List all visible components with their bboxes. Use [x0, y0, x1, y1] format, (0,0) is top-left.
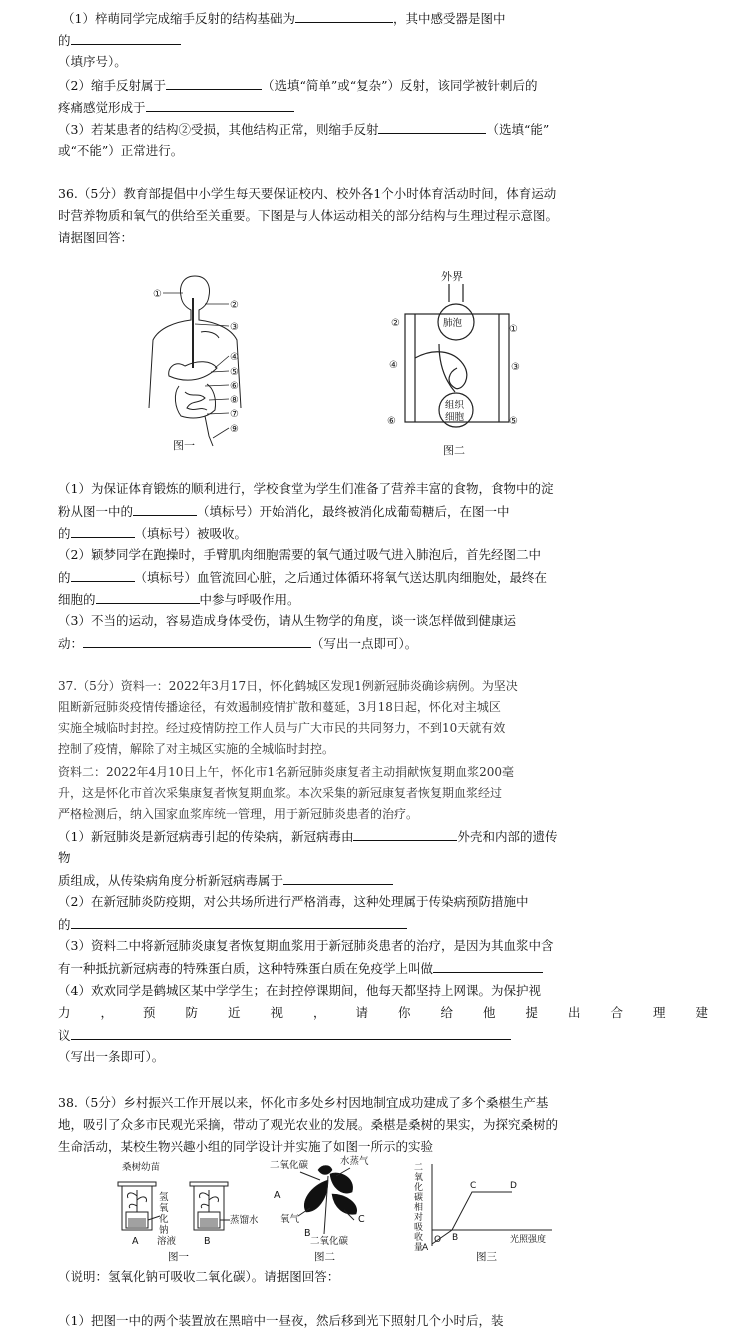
- q37-material-7: 严格检测后，纳入国家血浆库统一管理，用于新冠肺炎患者的治疗。: [58, 807, 419, 821]
- q36-answer-7: （3）不当的运动，容易造成身体受伤，请从生物学的角度，谈一谈怎样做到健康运: [58, 613, 516, 628]
- q36-answer-2: 粉从图一中的 （填标号）开始消化，最终被消化成葡萄糖后，在图一中: [58, 504, 510, 519]
- y-axis-label: 吸: [414, 1223, 424, 1233]
- answer-blank[interactable]: [378, 121, 486, 134]
- fig1-label: ④: [230, 352, 239, 363]
- fig1-label: ⑨: [230, 424, 239, 435]
- q38-figure-3: [412, 1160, 562, 1265]
- q36-answer-1: （1）为保证体育锻炼的顺利进行，学校食堂为学生们准备了营养丰富的食物，食物中的淀: [58, 481, 554, 496]
- y-axis-label: 对: [414, 1213, 424, 1223]
- q36-intro-1: 36.（5分）教育部提倡中小学生每天要保证校内、校外各1个小时体育活动时间，体育运动: [58, 186, 557, 201]
- q38-note: （说明：氢氧化钠可吸收二氧化碳）。请据图回答：: [58, 1269, 340, 1284]
- point-c-label: C: [470, 1181, 477, 1191]
- answer-blank[interactable]: [166, 77, 262, 90]
- q36-figure-2: [383, 268, 533, 463]
- q37-question-8: （4）欢欢同学是鹤城区某中学学生；在封控停课期间，他每天都坚持上网课。为保护视: [58, 983, 541, 998]
- answer-blank[interactable]: [295, 10, 393, 23]
- q36-intro-2: 时营养物质和氧气的供给至关重要。下图是与人体运动相关的部分结构与生理过程示意图。: [58, 208, 559, 223]
- q38-intro-3: 生命活动，某校生物兴趣小组的同学设计并实施了如图一所示的实验: [58, 1139, 434, 1154]
- answer-blank[interactable]: [283, 872, 393, 885]
- y-axis-label: 量: [414, 1243, 424, 1253]
- q38-figure-1: [112, 1160, 262, 1265]
- q36-answer-4: （2）颖梦同学在跑操时，手臂肌肉细胞需要的氧气通过吸气进入肺泡后，首先经图二中: [58, 547, 541, 562]
- answer-blank[interactable]: [71, 525, 135, 538]
- answer-blank[interactable]: [133, 503, 197, 516]
- q35-line-7: 或“不能”）正常进行。: [58, 143, 184, 158]
- naoh-label: 氢: [159, 1192, 169, 1203]
- q38-fig3-caption: 图三: [476, 1251, 497, 1263]
- leaf-a-label: A: [274, 1190, 281, 1201]
- fig1-label: ①: [153, 289, 162, 300]
- x-axis-label: 光照强度: [510, 1235, 547, 1245]
- q35-line-5: 疼痛感觉形成于: [58, 99, 598, 116]
- fig2-label: ④: [389, 360, 398, 371]
- jar-b-label: B: [204, 1236, 211, 1247]
- fig2-caption: 图二: [443, 444, 465, 457]
- point-b-label: B: [452, 1233, 459, 1243]
- point-o-label: O: [434, 1235, 442, 1245]
- y-axis-label: 氧: [414, 1173, 424, 1183]
- naoh-label: 钠: [159, 1225, 169, 1236]
- fig1-label: ③: [230, 322, 239, 333]
- y-axis-label: 二: [414, 1163, 424, 1173]
- q36-answer-3: 的 （填标号）被吸收。: [58, 526, 248, 541]
- fig2-label: ⑥: [387, 416, 396, 427]
- leaf-b-label: B: [304, 1228, 311, 1239]
- y-axis-label: 收: [414, 1233, 424, 1243]
- q37-material-6: 升，这是怀化市首次采集康复者恢复期血浆。本次采集的新冠康复者恢复期血浆经过: [58, 786, 503, 800]
- co2-top-label: 二氧化碳: [270, 1160, 309, 1171]
- q35-line-6: （3）若某患者的结构②受损，其他结构正常，则缩手反射 （选填“能”: [58, 122, 550, 137]
- q36-answer-8: 动： （写出一点即可）。: [58, 636, 418, 651]
- q37-question-7: 有一种抵抗新冠病毒的特殊蛋白质，这种特殊蛋白质在免疫学上叫做: [58, 960, 598, 977]
- answer-blank[interactable]: [433, 960, 543, 973]
- jar-a-label: A: [132, 1236, 139, 1247]
- q35-line-2: 的: [58, 32, 598, 49]
- q38-figure-2: [270, 1150, 390, 1265]
- q37-question-11: （写出一条即可）。: [58, 1049, 165, 1064]
- q38-question-1: （1）把图一中的两个装置放在黑暗中一昼夜，然后移到光下照射几个小时后，装: [58, 1313, 504, 1328]
- fig2-tissue-label: 细胞: [445, 412, 465, 423]
- vapor-label: 水蒸气: [340, 1156, 369, 1167]
- answer-blank[interactable]: [71, 1027, 511, 1040]
- q35-line-1: （1）梓萌同学完成缩手反射的结构基础为 ，其中感受器是图中: [62, 11, 506, 26]
- answer-blank[interactable]: [83, 635, 311, 648]
- q37-question-9: 力，预防近视，请你给他提出合理建: [58, 1005, 738, 1020]
- q38-fig1-caption: 图一: [168, 1251, 189, 1263]
- y-axis-label: 化: [414, 1183, 424, 1193]
- q37-question-5: 的: [58, 916, 598, 933]
- q35-line-4: （2）缩手反射属于 （选填“简单”或“复杂”）反射，该同学被针刺后的: [58, 78, 538, 93]
- q36-answer-5: 的 （填标号）血管流回心脏，之后通过体循环将氧气送达肌肉细胞处，最终在: [58, 570, 548, 585]
- q37-material-1: 37.（5分）资料一：2022年3月17日，怀化鹤城区发现1例新冠肺炎确诊病例。为坚决: [58, 679, 518, 693]
- fig1-label: ⑦: [230, 409, 239, 420]
- answer-blank[interactable]: [71, 569, 135, 582]
- co2-bottom-label: 二氧化碳: [310, 1236, 349, 1247]
- q37-question-1: （1）新冠肺炎是新冠病毒引起的传染病，新冠病毒由 外壳和内部的遗传: [58, 829, 558, 844]
- fig2-label: ⑤: [509, 416, 518, 427]
- q37-material-4: 控制了疫情，解除了对主城区实施的全城临时封控。: [58, 742, 335, 756]
- point-d-label: D: [510, 1181, 517, 1191]
- leaf-c-label: C: [358, 1214, 365, 1225]
- y-axis-label: 碳: [414, 1193, 424, 1203]
- answer-blank[interactable]: [146, 99, 294, 112]
- fig1-label: ⑧: [230, 395, 239, 406]
- fig1-label: ②: [230, 300, 239, 311]
- answer-blank[interactable]: [353, 828, 457, 841]
- point-a-label: A: [422, 1243, 429, 1253]
- q37-question-4: （2）在新冠肺炎防疫期，对公共场所进行严格消毒，这种处理属于传染病预防措施中: [58, 894, 529, 909]
- naoh-label: 化: [159, 1214, 169, 1225]
- fig2-outside-label: 外界: [441, 270, 463, 283]
- q37-question-10: 议: [58, 1027, 598, 1044]
- fig2-tissue-label: 组织: [445, 400, 465, 411]
- o2-label: 氧气: [280, 1214, 300, 1225]
- water-label: 蒸馏水: [230, 1215, 259, 1226]
- answer-blank[interactable]: [71, 32, 181, 45]
- fig2-label: ③: [511, 362, 520, 373]
- q37-material-5: 资料二：2022年4月10日上午，怀化市1名新冠肺炎康复者主动捐献恢复期血浆200毫: [58, 765, 514, 779]
- q37-material-3: 实施全城临时封控。经过疫情防控工作人员与广大市民的共同努力，不到10天就有效: [58, 721, 506, 735]
- q36-figure-1: [135, 268, 255, 453]
- naoh-label: 溶液: [157, 1236, 177, 1247]
- fig1-caption: 图一: [173, 439, 195, 452]
- y-axis-label: 相: [414, 1203, 424, 1213]
- naoh-label: 氧: [159, 1203, 169, 1214]
- q38-fig2-caption: 图二: [314, 1251, 335, 1263]
- q37-question-2: 物: [58, 850, 71, 865]
- q38-intro-1: 38.（5分）乡村振兴工作开展以来，怀化市多处乡村因地制宜成功建成了多个桑椹生产基: [58, 1095, 549, 1110]
- seedling-label: 桑树幼苗: [122, 1162, 161, 1173]
- q37-question-6: （3）资料二中将新冠肺炎康复者恢复期血浆用于新冠肺炎患者的治疗，是因为其血浆中含: [58, 938, 554, 953]
- answer-blank[interactable]: [71, 916, 407, 929]
- fig2-lung-label: 肺泡: [443, 318, 463, 329]
- fig1-label: ⑤: [230, 367, 239, 378]
- q35-line-3: （填序号）。: [58, 54, 127, 69]
- fig2-label: ①: [509, 324, 518, 335]
- fig2-label: ②: [391, 318, 400, 329]
- answer-blank[interactable]: [96, 591, 200, 604]
- q37-question-3: 质组成，从传染病角度分析新冠病毒属于: [58, 872, 598, 889]
- q38-intro-2: 地，吸引了众多市民观光采摘，带动了观光农业的发展。桑椹是桑树的果实，为探究桑树的: [58, 1117, 559, 1132]
- q36-intro-3: 请据图回答：: [58, 230, 134, 245]
- q37-material-2: 阻断新冠肺炎疫情传播途径，有效遏制疫情扩散和蔓延，3月18日起，怀化对主城区: [58, 700, 501, 714]
- q36-answer-6: 细胞的 中参与呼吸作用。: [58, 592, 300, 607]
- fig1-label: ⑥: [230, 381, 239, 392]
